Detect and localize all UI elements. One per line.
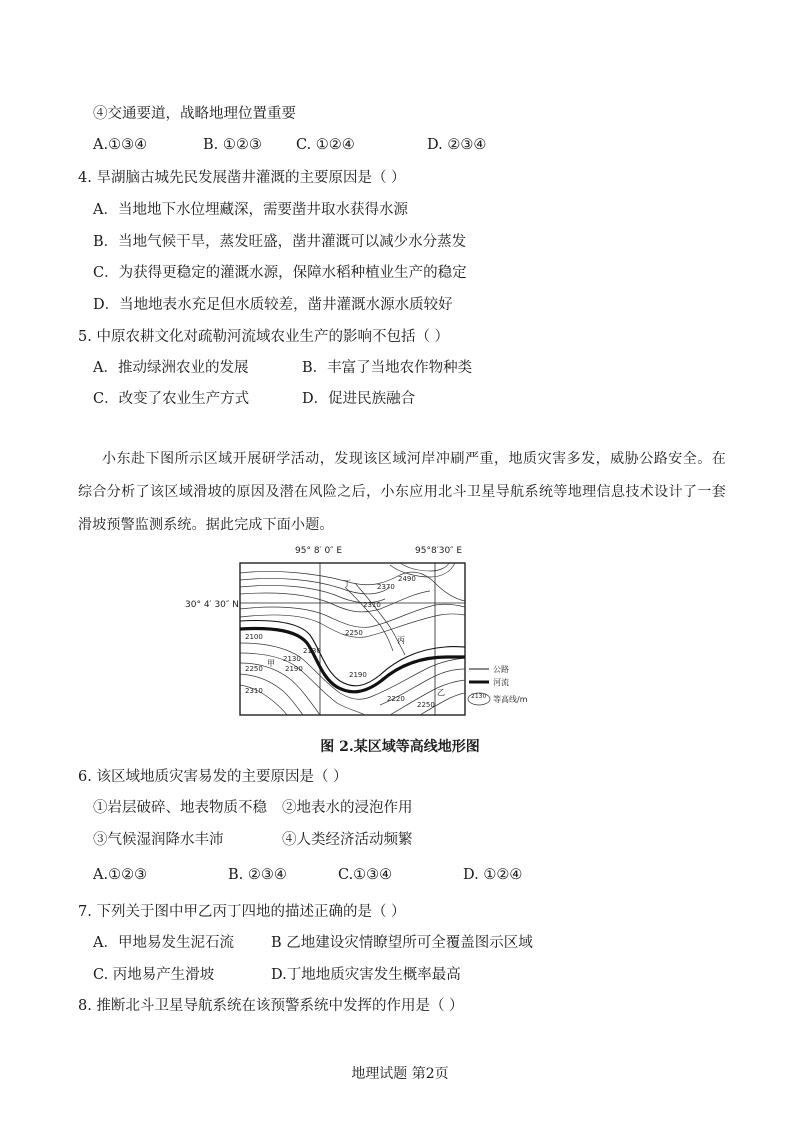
place-jia: 甲 bbox=[267, 659, 275, 668]
place-bing: 丙 bbox=[397, 636, 405, 645]
contour-label: 2310 bbox=[245, 687, 263, 695]
q7-option-a: A．甲地易发生泥石流 bbox=[93, 935, 234, 951]
q3-item-4: ④交通要道，战略地理位置重要 bbox=[93, 106, 296, 122]
contour-label: 2130 bbox=[303, 647, 321, 655]
map-legend bbox=[468, 664, 528, 705]
figure-caption: 图 2.某区域等高线地形图 bbox=[320, 739, 480, 755]
place-yi: 乙 bbox=[437, 688, 445, 697]
q7-option-b: B 乙地建设灾情瞭望所可全覆盖图示区域 bbox=[271, 935, 533, 951]
q4-option-a: A．当地地下水位埋藏深，需要凿井取水获得水源 bbox=[93, 202, 408, 218]
q3-option-d: D. ②③④ bbox=[427, 137, 487, 153]
contour-label: 2220 bbox=[387, 695, 405, 703]
q3-option-a: A.①③④ bbox=[93, 137, 148, 153]
contour-label: 2130 bbox=[283, 655, 301, 663]
contour-label: 2100 bbox=[245, 633, 263, 641]
passage-text: 小东赴下图所示区域开展研学活动，发现该区域河岸冲刷严重，地质灾害多发，威胁公路安全。在综合分析了该区域滑坡的原因及潜在风险之后，小东应用北斗卫星导航系统等地理信息技术设计了一套滑坡预警监测系统。据此完成下面小题。 bbox=[78, 451, 726, 533]
place-ding: 丁 bbox=[343, 579, 351, 588]
q5-stem: 5. 中原农耕文化对疏勒河流域农业生产的影响不包括（ ） bbox=[78, 329, 450, 345]
legend-river-label: 河流 bbox=[493, 678, 509, 687]
q3-option-b: B. ①②③ bbox=[203, 137, 262, 153]
contour-map bbox=[185, 543, 545, 718]
contour-label: 2190 bbox=[349, 671, 367, 679]
contour-label: 2250 bbox=[345, 629, 363, 637]
q5-option-a: A．推动绿洲农业的发展 bbox=[93, 360, 249, 376]
contour-label: 2190 bbox=[285, 665, 303, 673]
q5-option-d: D．促进民族融合 bbox=[302, 391, 416, 407]
q6-item-1: ①岩层破碎、地表物质不稳 bbox=[93, 800, 267, 816]
contour-label: 2250 bbox=[245, 665, 263, 673]
contour-label: 2370 bbox=[377, 583, 395, 591]
q3-option-c: C. ①②④ bbox=[296, 137, 355, 153]
legend-road-label: 公路 bbox=[493, 665, 509, 674]
longitude-label-1: 95° 8′ 0″ E bbox=[295, 546, 343, 556]
q6-option-d: D. ①②④ bbox=[463, 867, 523, 883]
q7-option-d: D.丁地地质灾害发生概率最高 bbox=[271, 967, 461, 983]
q6-item-3: ③气候湿润降水丰沛 bbox=[93, 832, 224, 848]
q8-stem: 8. 推断北斗卫星导航系统在该预警系统中发挥的作用是（ ） bbox=[78, 998, 464, 1014]
q5-option-b: B．丰富了当地农作物种类 bbox=[302, 360, 473, 376]
q6-option-c: C.①③④ bbox=[338, 867, 393, 883]
q4-option-b: B．当地气候干旱，蒸发旺盛，凿井灌溉可以减少水分蒸发 bbox=[93, 234, 467, 250]
latitude-label: 30° 4′ 30″ N bbox=[185, 600, 239, 610]
q6-item-4: ④人类经济活动频繁 bbox=[282, 832, 413, 848]
q7-option-c: C. 丙地易产生滑坡 bbox=[93, 967, 215, 983]
q7-stem: 7. 下列关于图中甲乙丙丁四地的描述正确的是（ ） bbox=[78, 904, 406, 920]
q4-option-c: C．为获得更稳定的灌溉水源，保障水稻种植业生产的稳定 bbox=[93, 265, 467, 281]
legend-contour-value: 2130 bbox=[471, 693, 487, 700]
q4-option-d: D．当地地表水充足但水质较差，凿井灌溉水源水质较好 bbox=[93, 297, 453, 313]
contour-label: 2310 bbox=[363, 601, 381, 609]
legend-contour-label: 等高线/m bbox=[493, 695, 528, 704]
longitude-label-2: 95°8′30″ E bbox=[415, 546, 463, 556]
q5-option-c: C．改变了农业生产方式 bbox=[93, 391, 250, 407]
contour-label: 2250 bbox=[417, 701, 435, 709]
q6-item-2: ②地表水的浸泡作用 bbox=[282, 800, 413, 816]
q6-stem: 6. 该区域地质灾害易发的主要原因是（ ） bbox=[78, 769, 348, 785]
contour-label: 2490 bbox=[398, 575, 416, 583]
q4-stem: 4. 旱湖脑古城先民发展凿井灌溉的主要原因是（ ） bbox=[78, 170, 406, 186]
q6-option-b: B. ②③④ bbox=[228, 867, 287, 883]
page-footer: 地理试题 第2页 bbox=[351, 1066, 449, 1082]
q6-option-a: A.①②③ bbox=[93, 867, 148, 883]
